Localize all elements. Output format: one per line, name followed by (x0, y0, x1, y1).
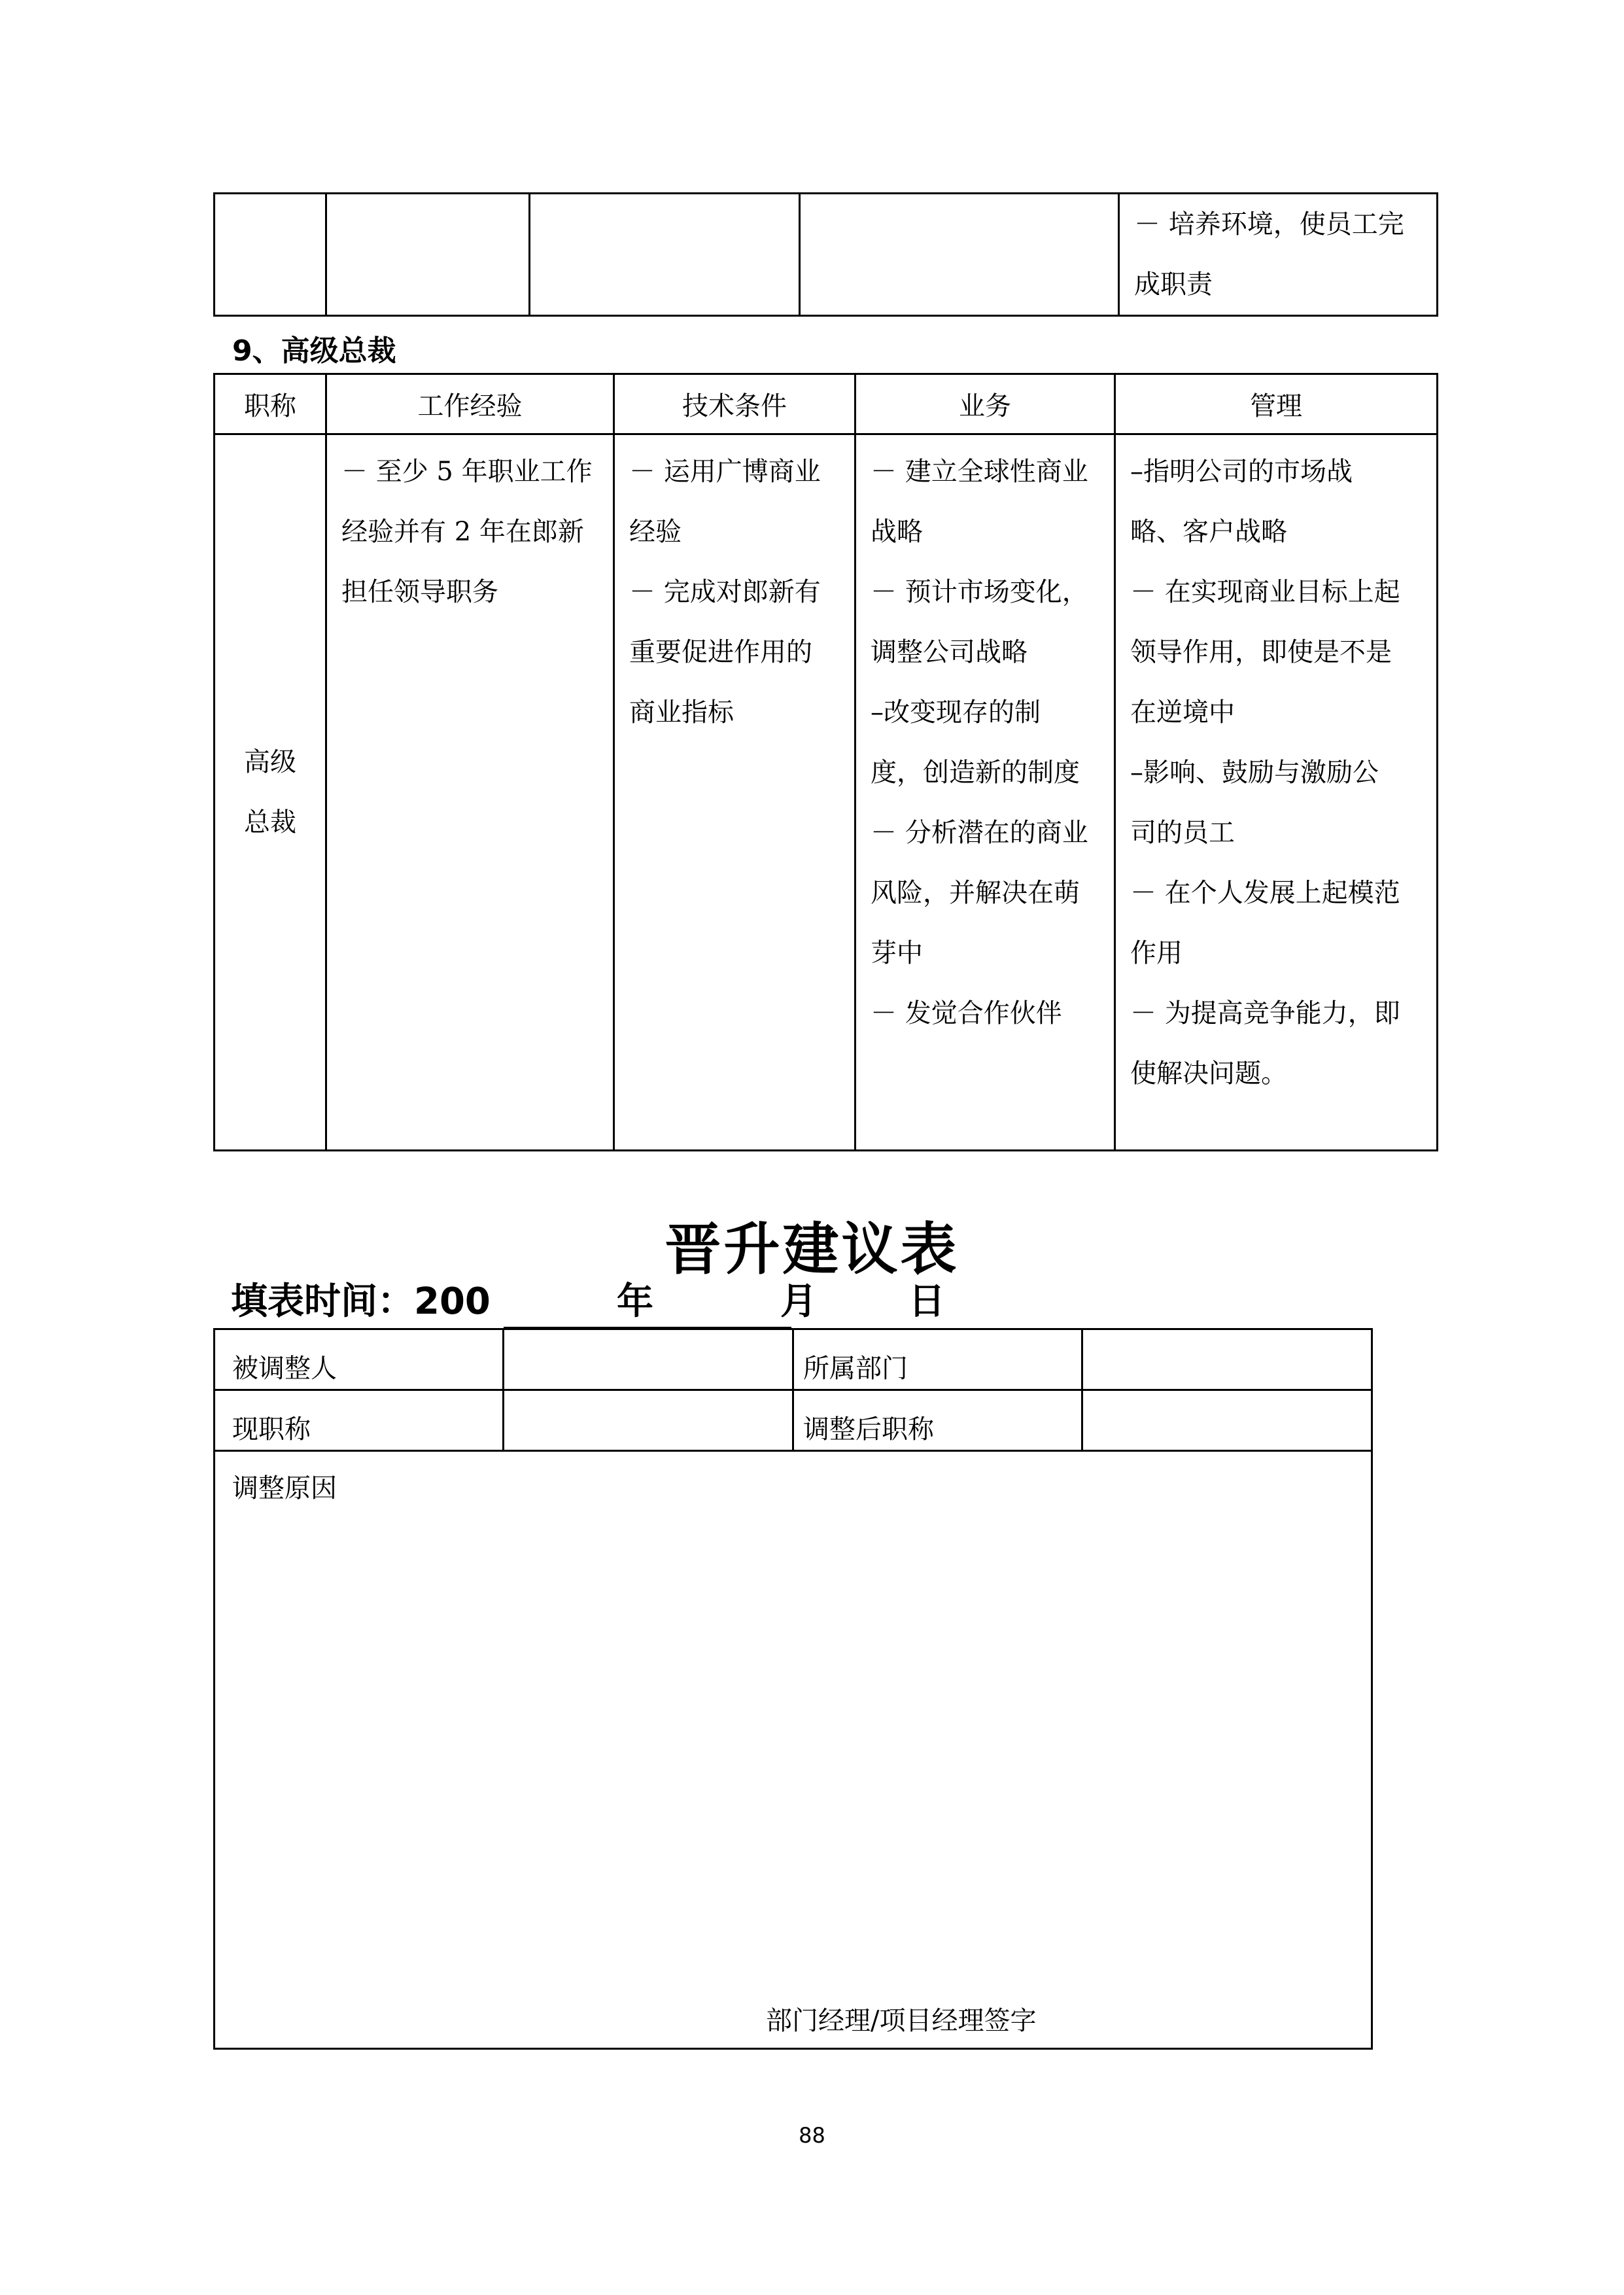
management-line: 司的员工 (1130, 818, 1235, 848)
business-line: 风险，并解决在萌 (871, 878, 1080, 908)
date-day: 日 (908, 1280, 945, 1323)
title-line: 高级 (244, 747, 296, 777)
section-title: 9、高级总裁 (232, 334, 396, 368)
experience-cell (326, 434, 614, 1151)
business-line: － 发觉合作伙伴 (871, 998, 1062, 1028)
promotion-form (213, 1328, 1373, 2050)
signature-label: 部门经理/项目经理签字 (766, 2006, 1037, 2036)
title-line: 总裁 (244, 807, 296, 837)
continuation-line: － 培养环境，使员工完 (1134, 209, 1404, 239)
technical-line: 经验 (629, 517, 682, 547)
continuation-cell-5 (1119, 194, 1438, 316)
business-line: –改变现存的制 (871, 697, 1041, 727)
current-title-label-text: 现职称 (232, 1414, 311, 1445)
continuation-line: 成职责 (1134, 270, 1213, 300)
business-cell (855, 434, 1115, 1151)
department-field[interactable] (1082, 1329, 1372, 1390)
continuation-table (213, 192, 1438, 317)
technical-line: 商业指标 (629, 697, 734, 727)
experience-line: 担任领导职务 (341, 577, 498, 607)
page-number: 88 (799, 2123, 825, 2148)
management-cell (1115, 434, 1438, 1151)
management-line: 略、客户战略 (1130, 517, 1287, 547)
management-line: –影响、鼓励与激励公 (1130, 758, 1379, 788)
management-line: 领导作用，即使是不是 (1130, 637, 1392, 667)
technical-line: － 完成对郎新有 (629, 577, 821, 607)
form-title: 晋升建议表 (665, 1217, 959, 1282)
header-title: 职称 (215, 374, 326, 434)
header-management: 管理 (1115, 374, 1438, 434)
new-title-field[interactable] (1082, 1390, 1372, 1451)
business-line: 调整公司战略 (871, 637, 1028, 667)
new-title-label-text: 调整后职称 (803, 1414, 934, 1445)
management-line: 使解决问题。 (1130, 1059, 1287, 1089)
business-line: － 预计市场变化， (871, 577, 1088, 607)
title-cell (215, 434, 326, 1151)
business-line: 战略 (871, 517, 923, 547)
continuation-cell-3 (530, 194, 800, 316)
management-line: － 在实现商业目标上起 (1130, 577, 1400, 607)
new-title-label (793, 1390, 1082, 1451)
technical-cell (614, 434, 855, 1151)
business-line: 度，创造新的制度 (871, 758, 1080, 788)
reason-label: 调整原因 (232, 1473, 337, 1503)
header-business: 业务 (855, 374, 1115, 434)
continuation-cell-1 (215, 194, 326, 316)
current-title-label (215, 1390, 504, 1451)
date-month: 月 (780, 1280, 817, 1323)
header-experience: 工作经验 (326, 374, 614, 434)
adjusted-person-label (215, 1329, 504, 1390)
management-line: –指明公司的市场战 (1130, 457, 1353, 487)
management-line: － 在个人发展上起模范 (1130, 878, 1400, 908)
continuation-cell-2 (326, 194, 530, 316)
date-label: 填表时间：200 (231, 1280, 491, 1323)
business-line: － 建立全球性商业 (871, 457, 1088, 487)
management-line: － 为提高竞争能力，即 (1130, 998, 1400, 1028)
technical-line: － 运用广博商业 (629, 457, 821, 487)
business-line: － 分析潜在的商业 (871, 818, 1088, 848)
experience-line: － 至少 5 年职业工作 (341, 457, 593, 487)
adjusted-person-field[interactable] (504, 1329, 793, 1390)
date-year: 年 (617, 1280, 653, 1323)
department-label-text: 所属部门 (803, 1354, 908, 1384)
management-line: 作用 (1130, 938, 1183, 968)
business-line: 芽中 (871, 938, 923, 968)
technical-line: 重要促进作用的 (629, 637, 812, 667)
senior-president-table (213, 373, 1438, 1151)
management-line: 在逆境中 (1130, 697, 1235, 727)
current-title-field[interactable] (504, 1390, 793, 1451)
department-label (793, 1329, 1082, 1390)
date-line (231, 1272, 1016, 1325)
reason-cell[interactable] (215, 1451, 1372, 2049)
continuation-cell-4 (800, 194, 1119, 316)
experience-line: 经验并有 2 年在郎新 (341, 517, 584, 547)
adjusted-person-label-text: 被调整人 (232, 1354, 337, 1384)
header-technical: 技术条件 (614, 374, 855, 434)
